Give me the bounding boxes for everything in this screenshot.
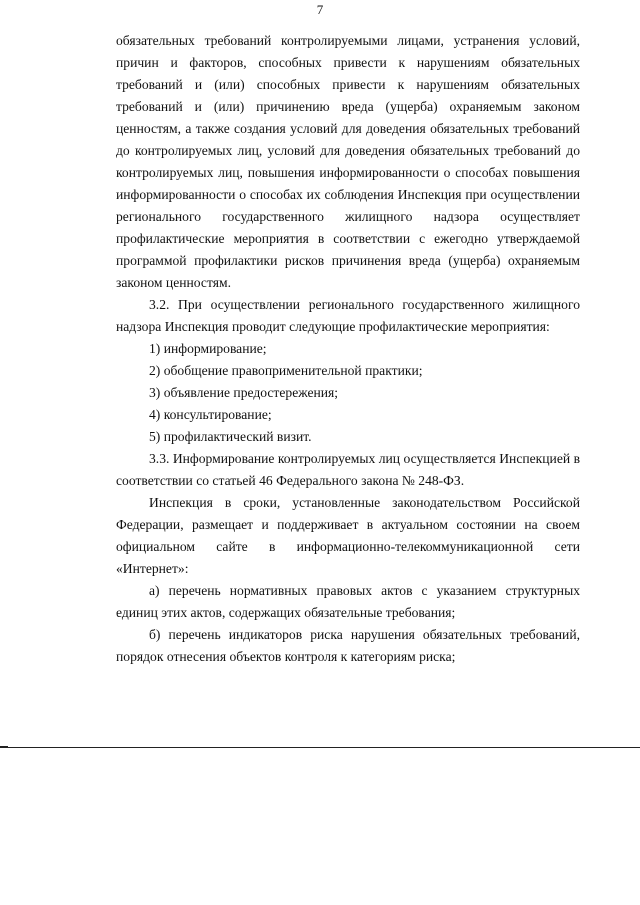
bottom-divider	[8, 747, 640, 748]
paragraph-site: Инспекция в сроки, установленные законодательством Российской Федерации, размещает и поддерживает в актуальном состоянии на своем официальном сайте в информационно-телекоммуникационной сети «Интернет»:	[116, 495, 580, 576]
document-body	[116, 30, 580, 668]
paragraph-3-2: 3.2. При осуществлении регионального государственного жилищного надзора Инспекция проводит следующие профилактические мероприятия:	[116, 297, 580, 334]
paragraph-intro: обязательных требований контролируемыми лицами, устранения условий, причин и факторов, способных привести к нарушениям обязательных требований и (или) способных привести к нарушениям обязательных требований и (или) причинению вреда (ущерба) охраняемым законом ценностям, а также создания условий для доведения обязательных требований до контролируемых лиц, условий для доведения обязательных требований до контролируемых лиц, повышения информированности о способах повышения информированности о способах их соблюдения Инспекция при осуществлении регионального государственного жилищного надзора осуществляет профилактические мероприятия в соответствии с ежегодно утверждаемой программой профилактики рисков причинения вреда (ущерба) охраняемым законом ценностям.	[116, 33, 580, 290]
list-item: 3) объявление предостережения;	[149, 385, 339, 400]
paragraph-b: б) перечень индикаторов риска нарушения обязательных требований, порядок отнесения объектов контроля к категориям риска;	[116, 627, 580, 664]
page-edge-mark	[0, 746, 8, 748]
paragraph-a: а) перечень нормативных правовых актов с указанием структурных единиц этих актов, содержащих обязательные требования;	[116, 583, 580, 620]
list-item: 2) обобщение правоприменительной практики;	[149, 363, 423, 378]
list-item: 1) информирование;	[149, 341, 267, 356]
paragraph-3-3: 3.3. Информирование контролируемых лиц осуществляется Инспекцией в соответствии со статьей 46 Федерального закона № 248-ФЗ.	[116, 451, 580, 488]
page-number: 7	[316, 2, 324, 17]
list-item: 4) консультирование;	[149, 407, 272, 422]
list-item: 5) профилактический визит.	[149, 429, 312, 444]
